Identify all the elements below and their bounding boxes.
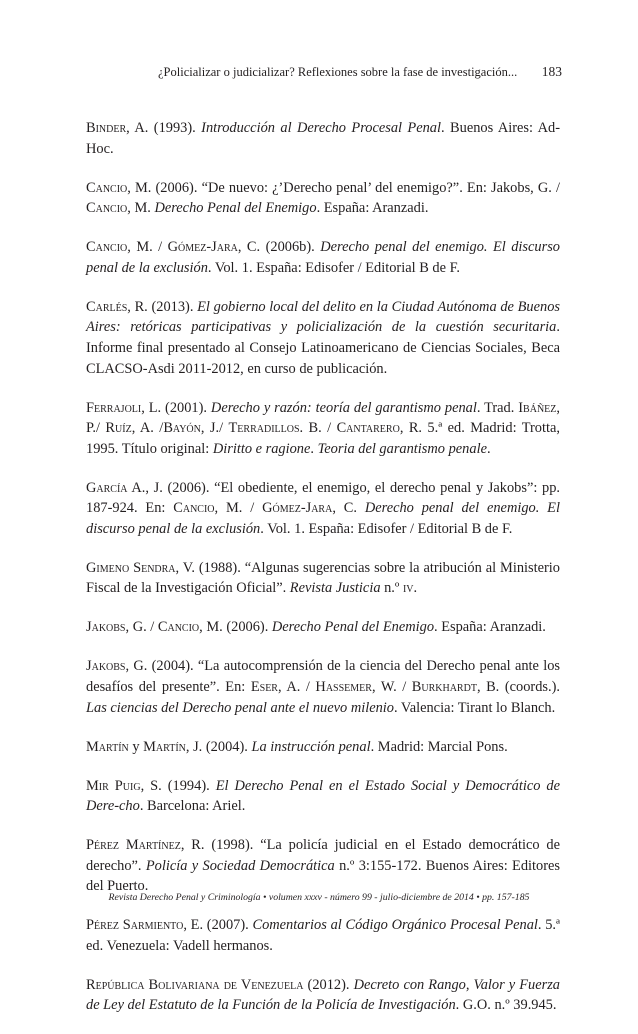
author-name: Jakobs <box>86 619 126 636</box>
work-title: Derecho penal del enemigo. El discurso penal de la exclusión <box>86 239 560 276</box>
reference-entry <box>86 737 560 758</box>
author-name: Cantarero <box>336 420 400 437</box>
journal-footer: Revista Derecho Penal y Criminología • volumen xxxv - número 99 - julio-diciembre de 2014 • pp. 157-185 <box>108 892 530 903</box>
work-title: El Derecho Penal en el Estado Social y Democrático de Dere-cho <box>86 777 560 815</box>
reference-text: A., J. (2006). “El obediente, el enemigo, el derecho penal y Jakobs”: pp. 187-924. En: <box>86 479 560 517</box>
author-name: Cancio <box>86 239 128 256</box>
author-name: Ibáñez <box>518 399 557 416</box>
author-name: Gómez-Jara <box>167 239 238 256</box>
work-title: Derecho penal del enemigo. El discurso penal de la exclusión <box>86 500 560 537</box>
reference-entry <box>86 297 560 379</box>
reference-text: , M. <box>127 200 155 217</box>
author-name: iv <box>402 580 414 597</box>
reference-text: , M. / <box>214 500 263 517</box>
reference-text: , A. / <box>277 679 316 695</box>
reference-text: . <box>413 580 418 597</box>
reference-text: . Informe final presentado al Consejo Latinoamericano de Ciencias Sociales, Beca CLACSO-Asdi 2011-2012, en curso de publicación. <box>86 319 560 377</box>
work-title: Derecho Penal del Enemigo <box>154 200 317 217</box>
reference-text: , B. (coords.). <box>476 679 560 695</box>
author-name: Ferrajoli <box>86 399 142 416</box>
author-name: República Bolivariana de Venezuela <box>86 976 304 993</box>
reference-text: . Vol. 1. España: Edisofer / Editorial B de F. <box>260 520 513 537</box>
reference-entry <box>86 237 560 278</box>
reference-text: , G. / <box>125 619 158 636</box>
work-title: Comentarios al Código Orgánico Procesal Penal <box>252 917 538 934</box>
reference-text: . <box>310 440 318 457</box>
author-name: Terradillos <box>228 420 300 437</box>
author-name: Gimeno Sendra <box>86 559 176 576</box>
reference-entry <box>86 617 560 638</box>
reference-entry <box>86 178 560 219</box>
work-title: El gobierno local del delito en la Ciudad Autónoma de Buenos Aires: retóricas participativas y policialización de la cuestión securitaria <box>86 298 560 336</box>
reference-text: , W. / <box>371 679 412 695</box>
reference-text: n.º <box>380 580 403 597</box>
work-title: Derecho Penal del Enemigo <box>271 619 435 636</box>
work-title: Teoria del garantismo penale <box>317 440 487 457</box>
reference-entry <box>86 835 560 897</box>
reference-entry <box>86 975 560 1016</box>
reference-entry <box>86 398 560 460</box>
reference-text: , J. (2004). <box>185 738 252 755</box>
reference-text: , M. (2006). <box>199 619 272 636</box>
reference-text: . España: Aranzadi. <box>434 619 546 636</box>
page-number: 183 <box>541 64 562 79</box>
reference-text: . 5.ª ed. Venezuela: Vadell hermanos. <box>86 917 560 954</box>
author-name: Martín <box>143 738 186 755</box>
work-title: Derecho y razón: teoría del garantismo penal <box>210 399 477 416</box>
author-name: Gómez-Jara <box>262 500 333 517</box>
reference-entry <box>86 915 560 956</box>
author-name: Burkhardt <box>411 679 477 695</box>
reference-text: , E. (2007). <box>183 917 253 934</box>
reference-text: , A. (1993). <box>126 120 202 136</box>
author-name: Cancio <box>157 619 200 636</box>
reference-text: . Valencia: Tirant lo Blanch. <box>393 699 556 716</box>
reference-text: , S. (1994). <box>140 777 216 794</box>
reference-text: , A. / <box>131 420 164 437</box>
author-name: Jakobs <box>86 658 126 675</box>
reference-text: y <box>128 738 144 755</box>
reference-text: n.º 3:155-172. Buenos Aires: Editores del Puerto. <box>86 857 560 895</box>
author-name: Cancio <box>86 179 128 196</box>
reference-entry <box>86 478 560 540</box>
work-title: Las ciencias del Derecho penal ante el nuevo milenio <box>86 699 394 716</box>
reference-text: , P./ <box>86 399 560 437</box>
reference-text: , L. (2001). <box>141 399 211 416</box>
work-title: Policía y Sociedad Democrática <box>145 857 335 874</box>
work-title: Diritto e ragione <box>212 440 311 457</box>
reference-text: , C. (2006b). <box>237 239 321 256</box>
author-name: Binder <box>86 120 127 136</box>
reference-text: . Barcelona: Ariel. <box>139 798 246 815</box>
author-name: Ruíz <box>105 420 132 437</box>
reference-text: . España: Aranzadi. <box>316 200 429 217</box>
running-header <box>150 64 562 82</box>
work-title: La instrucción penal <box>251 738 371 755</box>
reference-text: , M. / <box>127 239 168 256</box>
reference-text: . Madrid: Marcial Pons. <box>370 738 508 755</box>
reference-text: , J./ <box>200 420 229 437</box>
author-name: Hassemer <box>315 679 372 695</box>
author-name: Pérez Sarmiento <box>86 917 184 934</box>
reference-entry <box>86 776 560 817</box>
reference-text: . Vol. 1. España: Edisofer / Editorial B de F. <box>207 259 461 276</box>
author-name: García <box>86 479 128 496</box>
reference-text: , V. (1988). “Algunas sugerencias sobre la atribución al Ministerio Fiscal de la Investigación Oficial”. <box>86 559 560 597</box>
work-title: Decreto con Rango, Valor y Fuerza de Ley del Estatuto de la Función de la Policía de Investigación <box>86 976 561 1014</box>
reference-entry <box>86 558 560 599</box>
reference-text: . Buenos Aires: Ad-Hoc. <box>86 120 560 157</box>
reference-text: , R. (1998). “La policía judicial en el Estado democrático de derecho”. <box>86 837 561 874</box>
work-title: Introducción al Derecho Procesal Penal <box>201 120 442 136</box>
reference-text: . G.O. n.º 39.945. <box>455 997 557 1014</box>
reference-text: , R. (2013). <box>127 298 198 315</box>
reference-text: (2012). <box>303 976 354 993</box>
reference-entry <box>86 656 560 718</box>
reference-text: , M. (2006). “De nuevo: ¿’Derecho penal’ del enemigo?”. En: Jakobs, G. / <box>127 179 560 196</box>
reference-entry <box>86 118 560 159</box>
work-title: Revista Justicia <box>289 580 381 597</box>
running-title: ¿Policializar o judicializar? Reflexiones sobre la fase de investigación... <box>158 65 518 79</box>
reference-text: . <box>486 440 491 457</box>
author-name: Mir Puig <box>86 777 141 794</box>
author-name: Bayón <box>163 420 201 437</box>
reference-text: . B. / <box>299 420 337 437</box>
author-name: Cancio <box>86 200 128 217</box>
reference-text: , R. 5.ª ed. Madrid: Trotta, 1995. Título original: <box>86 420 560 457</box>
reference-text: . Trad. <box>476 399 519 416</box>
reference-text: , G. (2004). “La autocomprensión de la ciencia del Derecho penal ante los desafíos del presente”. En: <box>86 658 560 695</box>
reference-text: , C. <box>332 500 365 517</box>
author-name: Martín <box>86 738 129 755</box>
author-name: Pérez Martínez <box>86 837 181 854</box>
author-name: Eser <box>250 679 278 695</box>
author-name: Cancio <box>173 500 215 517</box>
author-name: Carlés <box>86 298 128 315</box>
